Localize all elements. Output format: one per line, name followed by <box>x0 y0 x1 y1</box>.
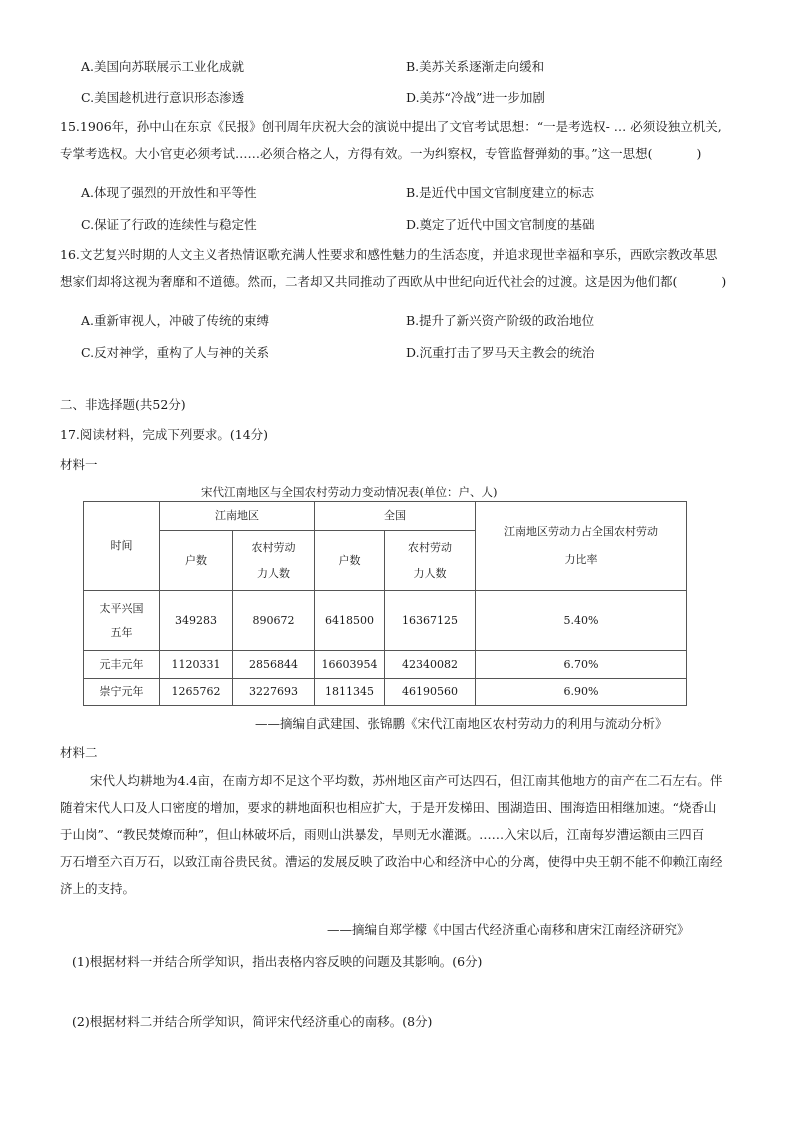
row3-nat-labor: 46190560 <box>385 679 476 706</box>
m2-line2: 随着宋代人口及人口密度的增加，要求的耕地面积也相应扩大，于是开发梯田、围湖造田、围海造田相继加速。“烧香山 <box>60 800 717 815</box>
q16-option-b: B.提升了新兴资产阶级的政治地位 <box>406 313 595 328</box>
row1-nat-labor: 16367125 <box>385 591 476 651</box>
header-nat-households: 户数 <box>315 531 385 591</box>
row2-jn-labor: 2856844 <box>233 651 315 679</box>
q14-option-c: C.美国趁机进行意识形态渗透 <box>81 90 245 105</box>
row1-ratio: 5.40% <box>476 591 687 651</box>
table-caption: 宋代江南地区与全国农村劳动力变动情况表(单位：户、人) <box>201 485 498 499</box>
q14-option-b: B.美苏关系逐渐走向缓和 <box>406 59 545 74</box>
m2-line5: 济上的支持。 <box>60 881 136 896</box>
row2-nat-labor: 42340082 <box>385 651 476 679</box>
header-jn-households: 户数 <box>160 531 233 591</box>
sub-question-1: (1)根据材料一并结合所学知识，指出表格内容反映的问题及其影响。(6分) <box>72 954 483 969</box>
q14-option-d: D.美苏“冷战”进一步加剧 <box>406 90 545 105</box>
q15-option-c: C.保证了行政的连续性与稳定性 <box>81 217 257 232</box>
material1-label: 材料一 <box>60 457 98 472</box>
q16-close-paren: ) <box>721 274 727 289</box>
table-row <box>84 651 687 679</box>
row1-time <box>84 591 160 651</box>
row2-nat-households: 16603954 <box>315 651 385 679</box>
header-nat-labor <box>385 531 476 591</box>
row3-time: 崇宁元年 <box>84 679 160 706</box>
q16-option-a: A.重新审视人，冲破了传统的束缚 <box>81 313 270 328</box>
header-jn-labor-line2: 力人数 <box>257 566 290 580</box>
q16-stem <box>60 241 726 295</box>
q14-option-a: A.美国向苏联展示工业化成就 <box>81 59 245 74</box>
q15-stem <box>60 113 722 167</box>
q16-stem-line2 <box>60 268 726 295</box>
q16-stem-line2-text: 想家们却将这视为奢靡和不道德。然而，二者却又共同推动了西欧从中世纪向近代社会的过渡。这是因为他们都( <box>60 274 678 289</box>
row2-time: 元丰元年 <box>84 651 160 679</box>
q16-option-c: C.反对神学，重构了人与神的关系 <box>81 345 270 360</box>
row1-jn-labor: 890672 <box>233 591 315 651</box>
row1-nat-households: 6418500 <box>315 591 385 651</box>
q15-stem-line2 <box>60 140 722 167</box>
table-row <box>84 679 687 706</box>
header-nat-labor-line1: 农村劳动 <box>408 540 452 554</box>
m2-line1: 宋代人均耕地为4.4亩，在南方却不足这个平均数，苏州地区亩产可达四石，但江南其他地方的亩产在二石左右。伴 <box>90 773 723 788</box>
source1: ——摘编自武建国、张锦鹏《宋代江南地区农村劳动力的利用与流动分析》 <box>255 716 668 731</box>
row3-jn-households: 1265762 <box>160 679 233 706</box>
source2: ——摘编自郑学檬《中国古代经济重心南移和唐宋江南经济研究》 <box>327 922 690 937</box>
sub-question-2: (2)根据材料二并结合所学知识，简评宋代经济重心的南移。(8分) <box>72 1014 433 1029</box>
q15-close-paren: ) <box>696 146 702 161</box>
row2-jn-households: 1120331 <box>160 651 233 679</box>
table-row <box>84 591 687 651</box>
q15-option-a: A.体现了强烈的开放性和平等性 <box>81 185 257 200</box>
header-time: 时间 <box>84 502 160 591</box>
header-jn-labor <box>233 531 315 591</box>
header-ratio-line1: 江南地区劳动力占全国农村劳动 <box>504 525 658 538</box>
row1-time-line2: 五年 <box>110 625 133 639</box>
q17-intro: 17.阅读材料，完成下列要求。(14分) <box>60 427 269 442</box>
q16-option-d: D.沉重打击了罗马天主教会的统治 <box>406 345 595 360</box>
q15-option-d: D.奠定了近代中国文官制度的基础 <box>406 217 595 232</box>
row3-jn-labor: 3227693 <box>233 679 315 706</box>
row3-nat-households: 1811345 <box>315 679 385 706</box>
q15-option-b: B.是近代中国文官制度建立的标志 <box>406 185 595 200</box>
header-nat-labor-line2: 力人数 <box>413 566 447 580</box>
q15-stem-line2-text: 专掌考选权。大小官吏必须考试……必须合格之人，方得有效。一为纠察权，专管监督弹劾的事。”这一思想( <box>60 146 653 161</box>
row2-ratio: 6.70% <box>476 651 687 679</box>
row1-time-line1: 太平兴国 <box>99 601 144 615</box>
header-ratio <box>476 502 687 591</box>
material2-body <box>60 767 723 902</box>
header-national: 全国 <box>315 502 476 531</box>
header-jiangnan: 江南地区 <box>160 502 315 531</box>
labor-table <box>83 501 687 706</box>
header-jn-labor-line1: 农村劳动 <box>251 540 296 554</box>
q15-stem-line1: 15.1906年，孙中山在东京《民报》创刊周年庆祝大会的演说中提出了文官考试思想：“一是考选权- … 必须设独立机关, <box>60 119 722 134</box>
row1-jn-households: 349283 <box>160 591 233 651</box>
material2-label: 材料二 <box>60 745 98 760</box>
row3-ratio: 6.90% <box>476 679 687 706</box>
m2-line4: 万石增至六百万石，以致江南谷贵民贫。漕运的发展反映了政治中心和经济中心的分离，使得中央王朝不能不仰赖江南经 <box>60 854 723 869</box>
q16-stem-line1: 16.文艺复兴时期的人文主义者热情讴歌充满人性要求和感性魅力的生活态度，并追求现世幸福和享乐，西欧宗教改革思 <box>60 247 718 262</box>
header-ratio-line2: 力比率 <box>564 553 598 566</box>
section2-title: 二、非选择题(共52分) <box>60 397 186 412</box>
m2-line3: 于山岗”、“教民焚燎而种”，但山林破坏后，雨则山洪暴发，旱则无水灌溉。……入宋以后，江南每岁漕运额由三四百 <box>60 827 705 842</box>
